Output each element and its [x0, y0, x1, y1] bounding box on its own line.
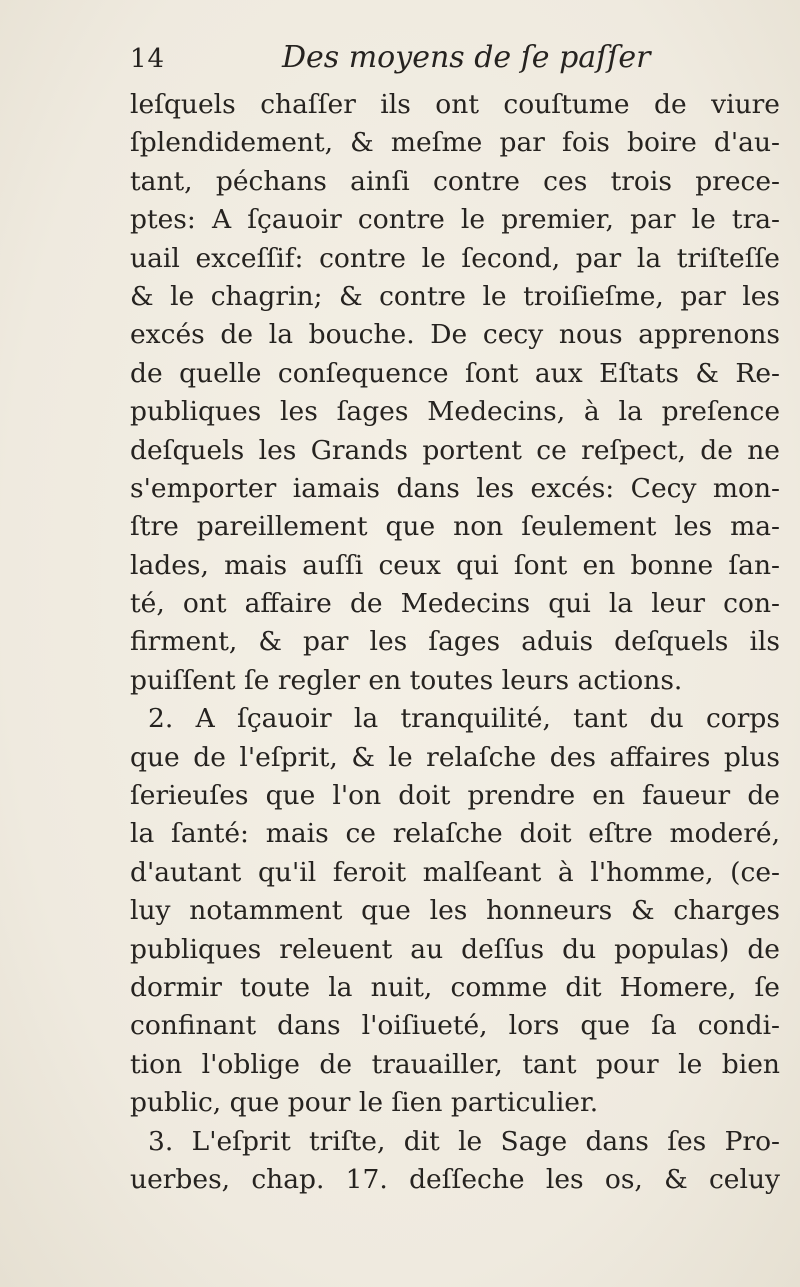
- paragraph-start-line: 3. L'eſprit triſte, dit le Sage dans ſes Pro-: [148, 1125, 780, 1157]
- text-line: s'emporter iamais dans les excés: Cecy mon-: [130, 472, 780, 504]
- text-line: ſerieuſes que l'on doit prendre en faueur de: [130, 780, 780, 812]
- text-line: & le chagrin; & contre le troiſieſme, par les: [130, 280, 780, 312]
- text-line: luy notamment que les honneurs & charges: [130, 895, 780, 927]
- text-line: que de l'eſprit, & le relaſche des affaires plus: [130, 741, 780, 773]
- text-line: dormir toute la nuit, comme dit Homere, ſe: [130, 971, 780, 1003]
- page-header: [130, 40, 690, 84]
- text-line: excés de la bouche. De cecy nous apprenons: [130, 319, 780, 351]
- text-line: de quelle conſequence ſont aux Eſtats & Re-: [130, 357, 780, 389]
- text-line: uail exceſſif: contre le ſecond, par la triſteſſe: [130, 242, 780, 274]
- text-line: deſquels les Grands portent ce reſpect, de ne: [130, 434, 780, 466]
- text-line: ſtre pareillement que non ſeulement les ma-: [130, 511, 780, 543]
- text-line: uerbes, chap. 17. deſſeche les os, & celuy: [130, 1163, 780, 1195]
- text-line: publiques releuent au deſſus du populas) de: [130, 933, 780, 965]
- paragraph-start-line: 2. A ſçauoir la tranquilité, tant du corps: [148, 703, 780, 735]
- text-line: d'autant qu'il feroit malſeant à l'homme, (ce-: [130, 856, 780, 888]
- text-line: té, ont affaire de Medecins qui la leur con-: [130, 588, 780, 620]
- body-text: [130, 86, 780, 1199]
- running-head: Des moyens de ſe paſſer: [282, 40, 651, 75]
- text-line: confinant dans l'oiſiueté, lors que ſa condi-: [130, 1010, 780, 1042]
- text-line: leſquels chaſſer ils ont couſtume de viure: [130, 89, 780, 120]
- page-number: 14: [130, 44, 166, 74]
- text-line: publiques les ſages Medecins, à la preſence: [130, 396, 780, 428]
- text-line: puiſſent ſe regler en toutes leurs actions.: [130, 664, 683, 696]
- text-line: ptes: A ſçauoir contre le premier, par le tra-: [130, 204, 780, 236]
- text-line: lades, mais auſſi ceux qui ſont en bonne ſan-: [130, 549, 780, 581]
- text-line: public, que pour le ſien particulier.: [130, 1087, 599, 1119]
- text-line: firment, & par les ſages aduis deſquels ils: [130, 626, 780, 658]
- text-line: tion l'oblige de trauailler, tant pour le bien: [130, 1048, 780, 1080]
- text-line: ſplendidement, & meſme par fois boire d'au-: [130, 127, 780, 159]
- text-line: la ſanté: mais ce relaſche doit eſtre moderé,: [130, 818, 780, 850]
- text-line: tant, péchans ainſi contre ces trois prece-: [130, 165, 780, 197]
